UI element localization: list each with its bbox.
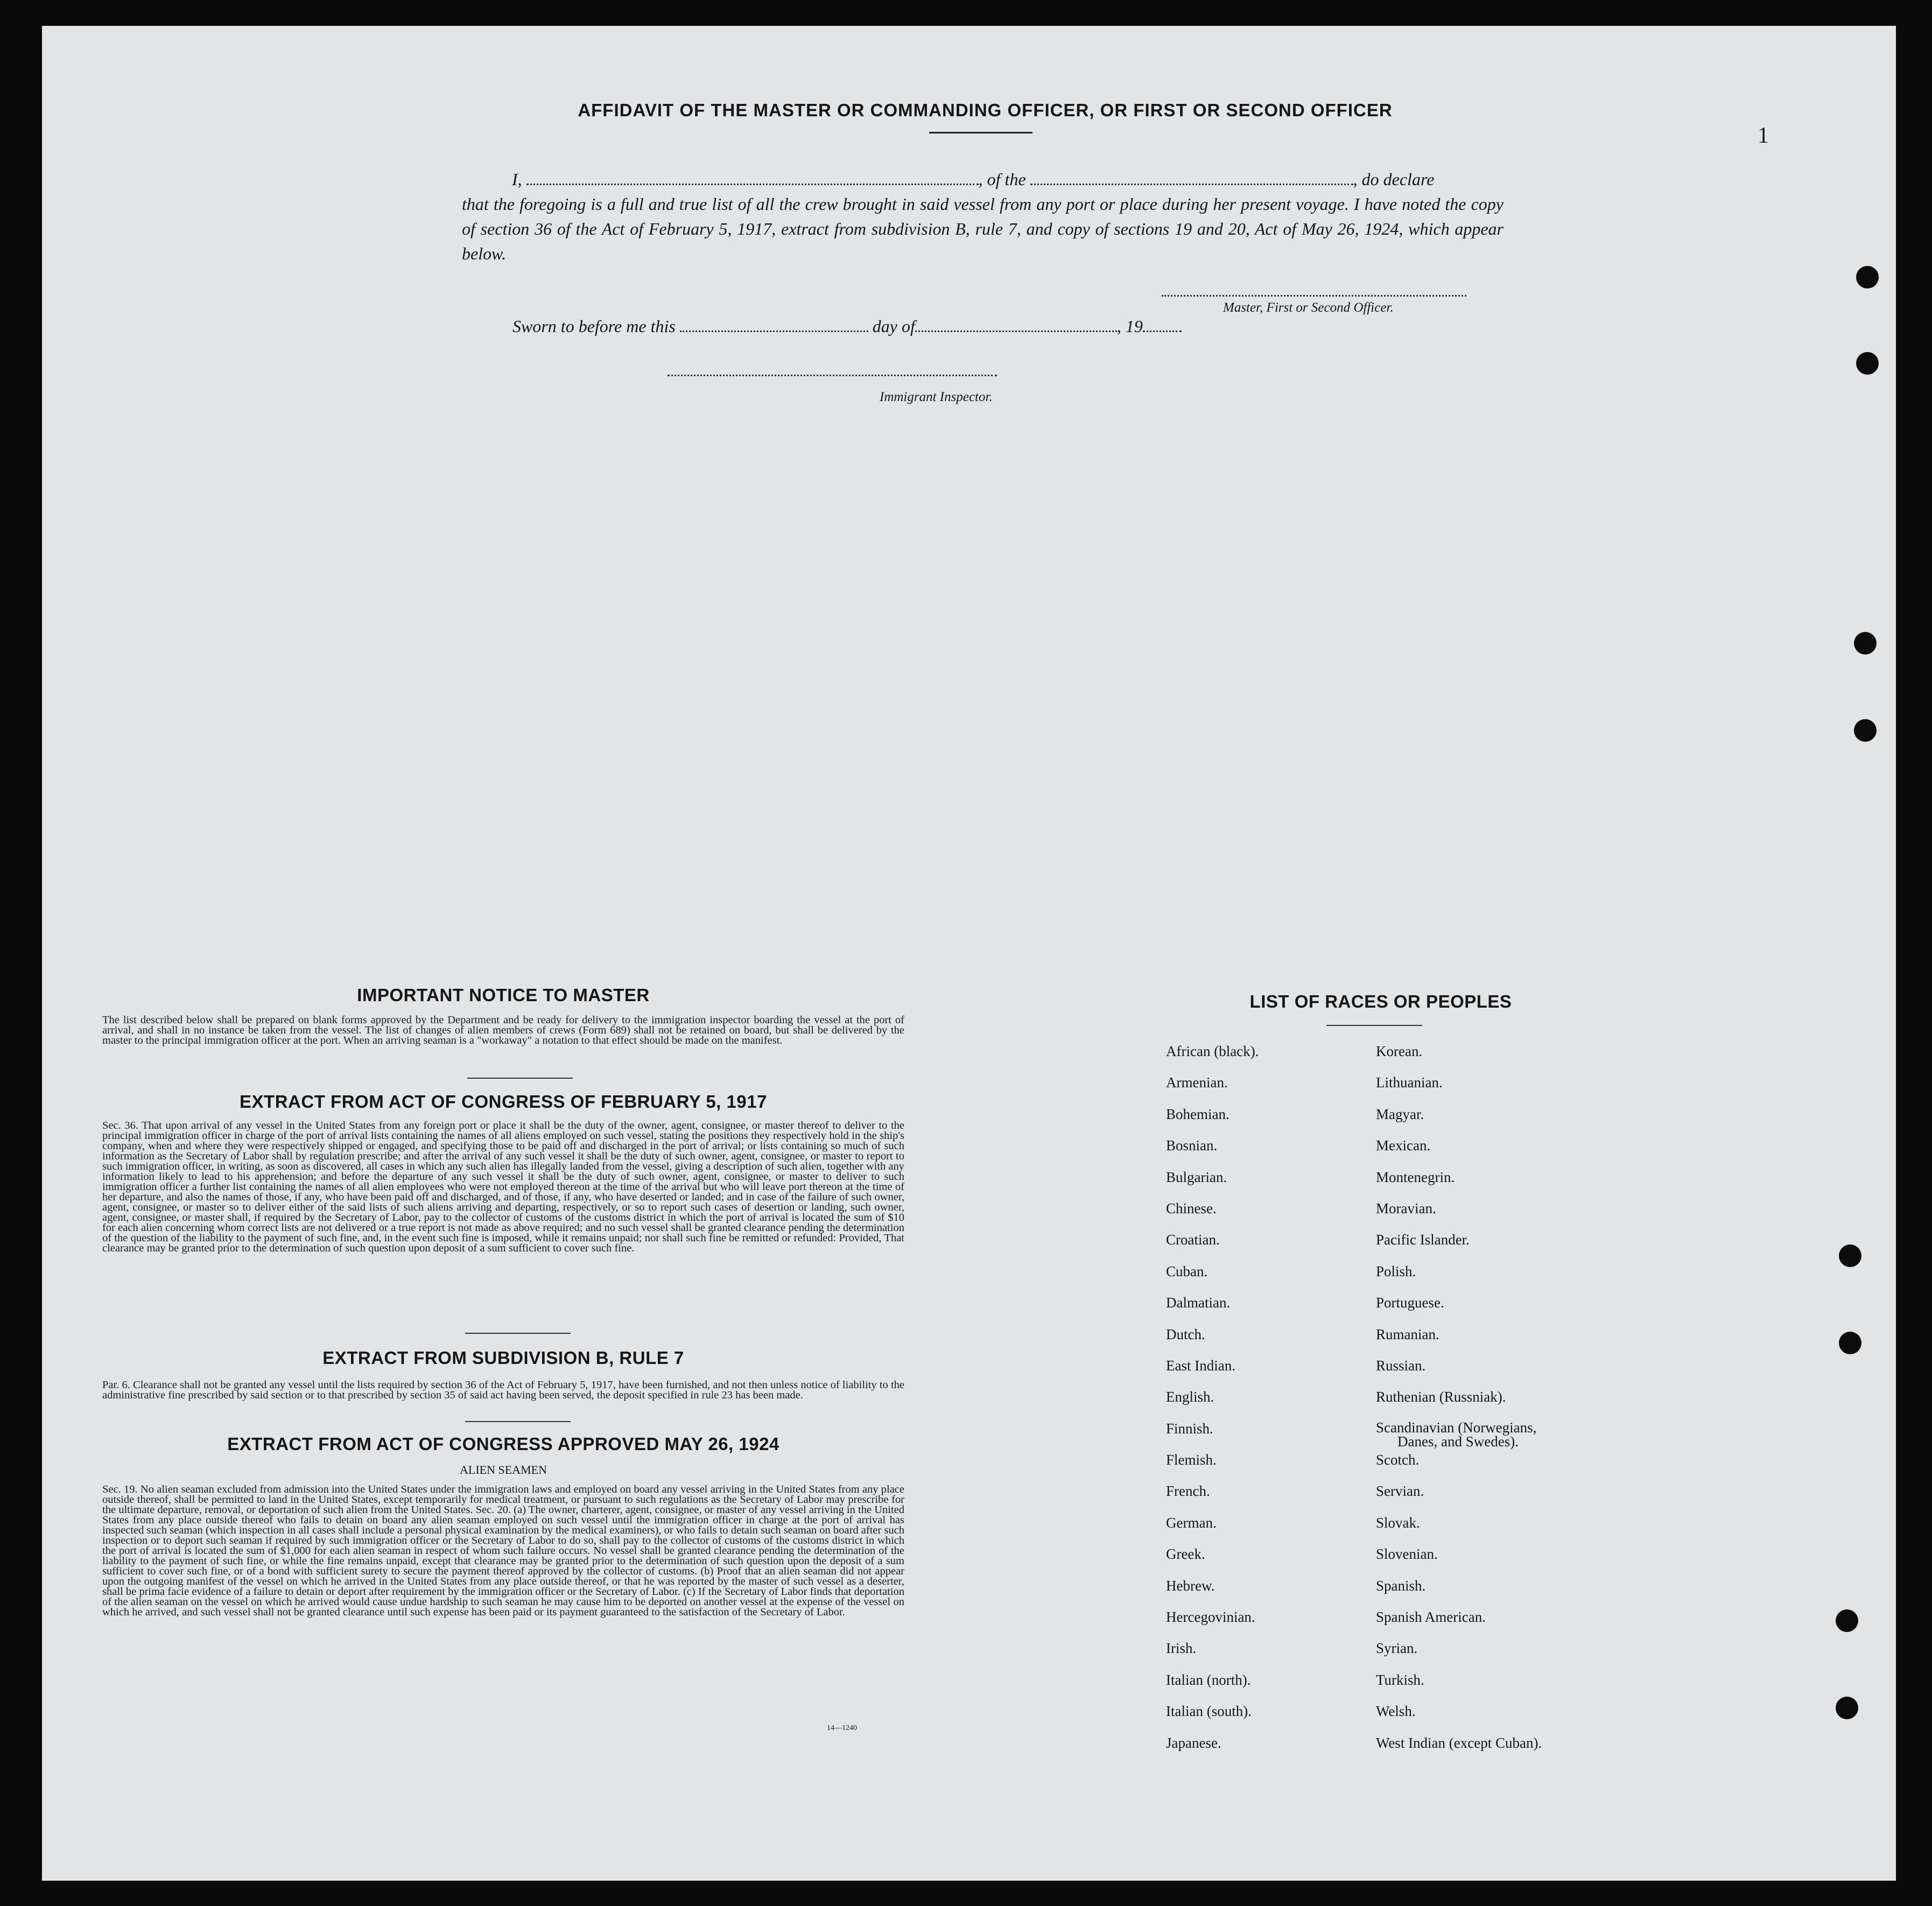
affidavit-text: [462, 167, 1504, 266]
race-item: Italian (south).: [1166, 1703, 1252, 1720]
affidavit-body: that the foregoing is a full and true list of all the crew brought in said vessel from any port or place during her present voyage. I have noted the copy of section 36 of the Act of February 5, 1917, extract from subdivision B, rule 7, and copy of sections 19 and 20, Act of May 26, 1924, which appear below.: [462, 194, 1504, 263]
race-item: Flemish.: [1166, 1452, 1217, 1468]
race-item: Mexican.: [1376, 1137, 1431, 1154]
divider: [1326, 1025, 1422, 1026]
race-item: Magyar.: [1376, 1106, 1424, 1122]
binder-hole: [1836, 1697, 1858, 1719]
race-item: Bohemian.: [1166, 1106, 1230, 1122]
binder-hole: [1839, 1244, 1861, 1267]
extract-1917-body: Sec. 36. That upon arrival of any vessel in the United States from any foreign port or place it shall be the duty of the owner, agent, consignee, or master thereof to deliver to the principal immigration officer in charge of the port of arrival lists containing the names of all aliens employed on such vessel, stating the positions they respectively hold in the ship's company, when and where they were respectively shipped or engaged, and specifying those to be paid off and discharged in the port of arrival; or lists containing so much of such information as the Secretary of Labor shall by regulation prescribe; and after the arrival of any such vessel it shall be the duty of such owner, agent, consignee, or master to report to such immigration officer, in writing, as soon as discovered, all cases in which any such alien has illegally landed from the vessel, giving a description of such alien, together with any information likely to lead to his apprehension; and before the departure of any such vessel it shall be the duty of such owner, agent, consignee, or master to deliver to such immigration officer a further list containing the names of all alien employees who were not employed thereon at the time of the arrival but who will leave port thereon at the time of her departure, and also the names of those, if any, who have been paid off and discharged, and of those, if any, who have deserted or landed; and in case of the failure of such owner, agent, consignee, or master so to deliver either of the said lists of such aliens arriving and departing, respectively, or so to report such cases of desertion or landing, such owner, agent, consignee, or master shall, if required by the Secretary of Labor, pay to the collector of customs of the customs district in which the port of arrival is located the sum of $10 for each alien concerning whom correct lists are not delivered or a true report is not made as above required; and no such vessel shall be granted clearance pending the determination of the question of the liability to the payment of such fine, and, in the event such fine is imposed, while it remains unpaid; nor shall such fine be remitted or refunded: Provided, That clearance may be granted prior to the determination of such question upon deposit of a sum sufficient to cover such fine.: [102, 1120, 904, 1254]
extract-1924-subtitle: ALIEN SEAMEN: [460, 1463, 547, 1476]
race-item: Ruthenian (Russniak).: [1376, 1389, 1506, 1405]
race-item: Chinese.: [1166, 1200, 1217, 1216]
race-item: Japanese.: [1166, 1734, 1221, 1751]
master-signature-line[interactable]: [1162, 295, 1466, 297]
affidavit-title: AFFIDAVIT OF THE MASTER OR COMMANDING OFFICER, OR FIRST OR SECOND OFFICER: [578, 100, 1393, 120]
binder-hole: [1856, 352, 1879, 375]
race-item: Croatian.: [1166, 1232, 1220, 1248]
name-field[interactable]: [526, 173, 979, 185]
race-item: Scandinavian (Norwegians,: [1376, 1419, 1537, 1436]
race-item: Hercegovinian.: [1166, 1609, 1255, 1626]
extract-1917-title: EXTRACT FROM ACT OF CONGRESS OF FEBRUARY 5, 1917: [240, 1092, 767, 1112]
race-item: Bulgarian.: [1166, 1169, 1227, 1185]
extract-rule7-title: EXTRACT FROM SUBDIVISION B, RULE 7: [322, 1348, 684, 1368]
extract-1924-title: EXTRACT FROM ACT OF CONGRESS APPROVED MAY 26, 1924: [227, 1434, 779, 1454]
race-item: Lithuanian.: [1376, 1074, 1443, 1091]
master-caption: Master, First or Second Officer.: [1223, 300, 1394, 315]
sworn-year-label: , 19: [1116, 317, 1143, 336]
race-item: Dalmatian.: [1166, 1295, 1231, 1311]
extract-1924-body: Sec. 19. No alien seaman excluded from admission into the United States under the immigration laws and employed on board any vessel arriving in the United States from any place outside thereof, shall be permitted to land in the United States, except temporarily for medical treatment, or pursuant to such regulations as the Secretary of Labor may prescribe for the ultimate departure, removal, or deportation of such alien from the United States. Sec. 20. (a) The owner, charterer, agent, consignee, or master of any vessel arriving in the United States from any place outside thereof who fails to detain on board any alien seaman employed on such vessel until the immigration officer in charge at the port of arrival has inspected such seaman (which inspection in all cases shall include a personal physical examination by the medical examiners), or who fails to detain such seaman on board after such inspection or to deport such seaman if required by such immigration officer or the Secretary of Labor to do so, shall pay to the collector of customs of the customs district in which the port of arrival is located the sum of $1,000 for each alien seaman in respect of whom such failure occurs. No vessel shall be granted clearance pending the determination of the liability to the payment of such fine, or while the fine remains unpaid, except that clearance may be granted prior to the determination of such question upon the deposit of a sum sufficient to cover such fine, or of a bond with sufficient surety to secure the payment thereof approved by the collector of customs. (b) Proof that an alien seaman did not appear upon the outgoing manifest of the vessel on which he arrived in the United States from any place outside thereof, or that he was reported by the master of such vessel as a deserter, shall be prima facie evidence of a failure to detain or deport after requirement by the immigration officer or the Secretary of Labor. (c) If the Secretary of Labor finds that deportation of the alien seaman on the vessel on which he arrived would cause undue hardship to such seaman he may cause him to be deported on another vessel at the expense of the vessel on which he arrived, and such vessel shall not be granted clearance until such expense has been paid or its payment guaranteed to the satisfaction of the Secretary of Labor.: [102, 1483, 904, 1618]
races-title: LIST OF RACES OR PEOPLES: [1249, 991, 1512, 1011]
sworn-line: [512, 317, 1182, 336]
race-item: Montenegrin.: [1376, 1169, 1455, 1185]
extract-rule7-body: Par. 6. Clearance shall not be granted any vessel until the lists required by section 36 of the Act of February 5, 1917, have been furnished, and not then unless notice of liability to the administrative fine prescribed by said section or to that prescribed by section 35 of said act having been served, the deposit specified in rule 23 has been made.: [102, 1379, 904, 1401]
race-item: Syrian.: [1376, 1640, 1418, 1657]
divider: [465, 1333, 571, 1334]
race-item-multiline: [1376, 1420, 1542, 1452]
race-item: Moravian.: [1376, 1200, 1436, 1216]
race-item: Rumanian.: [1376, 1326, 1439, 1342]
vessel-field[interactable]: [1030, 173, 1353, 185]
races-right-column: [1376, 1043, 1542, 1766]
race-item: French.: [1166, 1483, 1210, 1500]
notice-title: IMPORTANT NOTICE TO MASTER: [357, 985, 650, 1005]
race-item: Pacific Islander.: [1376, 1232, 1470, 1248]
race-item: Slovenian.: [1376, 1546, 1438, 1563]
race-item: Servian.: [1376, 1483, 1424, 1500]
race-item-cont: Danes, and Swedes).: [1397, 1433, 1519, 1450]
race-item: Greek.: [1166, 1546, 1205, 1563]
sworn-prefix: Sworn to before me this: [512, 317, 676, 336]
form-number: 14—1240: [827, 1724, 857, 1732]
sworn-day-field[interactable]: [680, 320, 868, 332]
race-item: Spanish.: [1376, 1577, 1426, 1594]
inspector-signature-line[interactable]: [668, 375, 997, 376]
divider: [467, 1078, 573, 1079]
binder-hole: [1839, 1332, 1861, 1354]
divider: [465, 1421, 571, 1422]
race-item: German.: [1166, 1514, 1217, 1531]
race-item: West Indian (except Cuban).: [1376, 1734, 1542, 1751]
race-item: Welsh.: [1376, 1703, 1416, 1720]
declare-label: , do declare: [1353, 170, 1435, 189]
sworn-day-of: day of: [872, 317, 915, 336]
race-item: Finnish.: [1166, 1420, 1213, 1437]
of-the-label: , of the: [978, 170, 1026, 189]
binder-hole: [1854, 632, 1877, 655]
race-item: Italian (north).: [1166, 1671, 1251, 1688]
race-item: East Indian.: [1166, 1357, 1235, 1374]
race-item: Polish.: [1376, 1263, 1416, 1279]
inspector-caption: Immigrant Inspector.: [880, 390, 993, 404]
race-item: Russian.: [1376, 1357, 1426, 1374]
binder-hole: [1854, 719, 1877, 742]
race-item: Bosnian.: [1166, 1137, 1218, 1154]
race-item: Cuban.: [1166, 1263, 1208, 1279]
page-number: 1: [1758, 123, 1769, 148]
title-rule: [929, 132, 1032, 133]
race-item: English.: [1166, 1389, 1214, 1405]
binder-hole: [1836, 1609, 1858, 1632]
race-item: Turkish.: [1376, 1671, 1424, 1688]
sworn-month-field[interactable]: [915, 320, 1117, 332]
races-left-column: [1166, 1043, 1259, 1766]
race-item: Slovak.: [1376, 1514, 1420, 1531]
binder-hole: [1856, 266, 1879, 289]
race-item: Hebrew.: [1166, 1577, 1215, 1594]
affidavit-i-label: I,: [512, 170, 522, 189]
race-item: Dutch.: [1166, 1326, 1205, 1342]
sworn-year-field[interactable]: [1143, 320, 1182, 332]
race-item: Portuguese.: [1376, 1295, 1444, 1311]
race-item: Spanish American.: [1376, 1609, 1486, 1626]
race-item: Korean.: [1376, 1043, 1423, 1059]
race-item: African (black).: [1166, 1043, 1259, 1059]
race-item: Scotch.: [1376, 1452, 1420, 1468]
race-item: Irish.: [1166, 1640, 1197, 1657]
race-item: Armenian.: [1166, 1074, 1228, 1091]
notice-body: The list described below shall be prepared on blank forms approved by the Department and be ready for delivery to the immigration inspector boarding the vessel at the port of arrival, and shall in no instance be taken from the vessel. The list of changes of alien members of crews (Form 689) shall not be retained on board, but shall be delivered by the master to the principal immigration officer at the port. When an arriving seaman is a "workaway" a notation to that effect should be made on the manifest.: [102, 1014, 904, 1046]
